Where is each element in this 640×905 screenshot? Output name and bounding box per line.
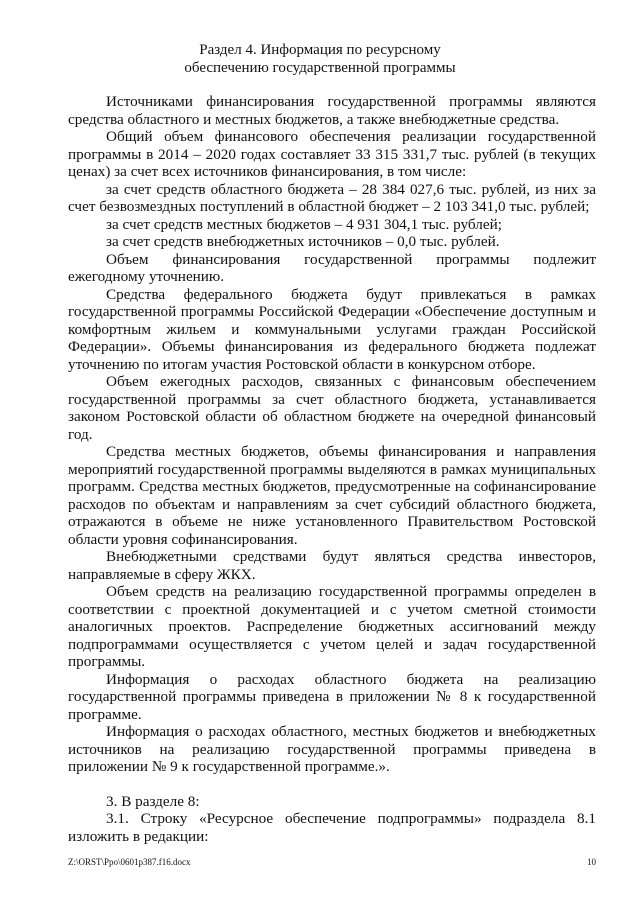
paragraph-section-8: 3. В разделе 8: <box>106 792 200 810</box>
paragraph-municipal-programs: Средства местных бюджетов, объемы финансирования и направления мероприятий государственной программы выделяются в рамках муниципальных программ. Средства местных бюджетов, предусмотренные на софинансирование расходов по объектам и направлениям за счет субсидий областного бюджета, отражаются в объеме не ниже установленного Правительством Ростовской области уровня софинансирования. <box>68 443 596 548</box>
paragraph-extrabudgetary: за счет средств внебюджетных источников – 0,0 тыс. рублей. <box>106 233 500 250</box>
paragraph-funding-sources: Источниками финансирования государственной программы являются средства областного и местных бюджетов, а также внебюджетные средства. <box>68 93 596 128</box>
paragraph-total-volume: Общий объем финансового обеспечения реализации государственной программы в 2014 – 2020 годах составляет 33 315 331,7 тыс. рублей (в текущих ценах) за счет всех источников финансирования, в том числе: <box>68 128 596 180</box>
footer-file-path: Z:\ORST\Ppo\0601p387.f16.docx <box>68 857 191 867</box>
paragraph-appendix-9: Информация о расходах областного, местных бюджетов и внебюджетных источников на реализацию государственной программы приведена в приложении № 9 к государственной программе.». <box>68 723 596 775</box>
paragraph-federal-budget: Средства федерального бюджета будут привлекаться в рамках государственной программы Российской Федерации «Обеспечение доступным и комфортным жильем и коммунальными услугами граждан Российской Федерации». Объемы финансирования из федерального бюджета подлежат уточнению по итогам участия Ростовской области в конкурсном отборе. <box>68 285 596 373</box>
paragraph-gap <box>68 776 596 793</box>
paragraph-project-documentation: Объем средств на реализацию государственной программы определен в соответствии с проектной документацией и с учетом сметной стоимости аналогичных проектов. Распределение бюджетных ассигнований между подпрограммами осуществляется с учетом целей и задач государственной программы. <box>68 583 596 670</box>
paragraph-subsection-8-1: 3.1. Строку «Ресурсное обеспечение подпрограммы» подраздела 8.1 изложить в редакции: <box>68 810 596 845</box>
paragraph-annual-refinement: Объем финансирования государственной программы подлежит ежегодному уточнению. <box>68 250 596 285</box>
paragraph-regional-budget: за счет средств областного бюджета – 28 384 027,6 тыс. рублей, из них за счет безвозмездных поступлений в областной бюджет – 2 103 341,0 тыс. рублей; <box>68 180 596 215</box>
page-number: 10 <box>587 857 596 867</box>
paragraph-appendix-8: Информация о расходах областного бюджета на реализацию государственной программы приведена в приложении № 8 к государственной программе. <box>68 670 596 723</box>
paragraph-investors: Внебюджетными средствами будут являться средства инвесторов, направляемые в сферу ЖКХ. <box>68 548 596 583</box>
section-heading-line-2: обеспечению государственной программы <box>184 60 456 76</box>
document-body <box>68 93 596 845</box>
paragraph-local-budgets: за счет средств местных бюджетов – 4 931 304,1 тыс. рублей; <box>106 215 502 233</box>
paragraph-annual-expenses: Объем ежегодных расходов, связанных с финансовым обеспечением государственной программы за счет областного бюджета, устанавливается законом Ростовской области об областном бюджете на очередной финансовый год. <box>68 373 596 443</box>
section-heading-line-1: Раздел 4. Информация по ресурсному <box>199 42 441 58</box>
